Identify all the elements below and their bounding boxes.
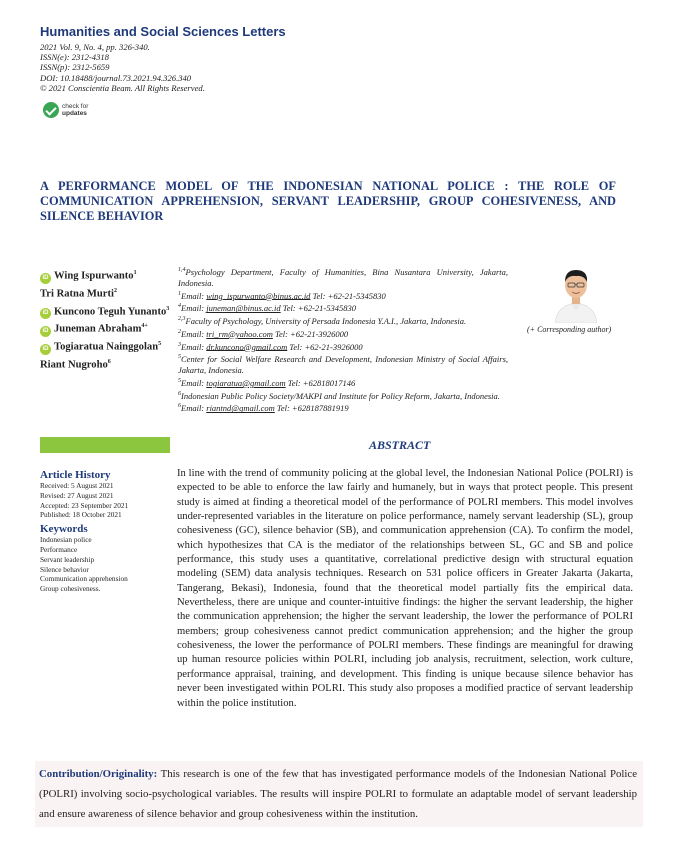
keyword: Group cohesiveness. — [40, 584, 101, 594]
accepted-date: Accepted: 23 September 2021 — [40, 500, 129, 510]
article-history-heading: Article History — [40, 469, 111, 481]
keyword: Indonesian police — [40, 535, 92, 545]
crossmark-line1: check for — [62, 103, 89, 110]
email-link[interactable]: dr.kuncono@gmail.com — [206, 341, 288, 352]
keywords-heading: Keywords — [40, 523, 88, 536]
section-divider-bar — [40, 437, 170, 453]
email-line-6: $^6$Email: riantnd@gmail.com Tel: +628187881919 — [178, 403, 349, 414]
author-2: Tri Ratna Murti$^2$ — [40, 287, 117, 300]
affiliation-1: $^{1,4}$Psychology Department, Faculty of Humanities, Bina Nusantara University, Jakarta, Indonesia. — [178, 266, 508, 288]
check-for-updates-badge[interactable] — [43, 102, 88, 118]
revised-date: Revised: 27 August 2021 — [40, 490, 114, 500]
orcid-icon[interactable]: iD — [40, 273, 51, 284]
published-date: Published: 18 October 2021 — [40, 510, 122, 520]
author-3: iD Kuncono Teguh Yunanto$^3$ — [40, 302, 175, 320]
author-name: Juneman Abraham — [54, 324, 142, 336]
orcid-icon[interactable]: iD — [40, 308, 51, 319]
author-4: iD Juneman Abraham$^{4+}$ — [40, 319, 175, 337]
copyright: © 2021 Conscientia Beam. All Rights Reserved. — [40, 82, 205, 93]
contribution-text: This research is one of the few that has investigated performance models of the Indonesian National Police (POLRI) involving socio-psychological variables. The results will inspire POLRI to formulate an adaptable model of servant leadership and ensure awareness of silence behavior and group cohesiveness within the institution. — [39, 768, 637, 820]
issn-e: ISSN(e): 2312-4318 — [40, 52, 109, 63]
abstract-text: In line with the trend of community policing at the global level, the Indonesian National Police (POLRI) is expected to be able to enforce the law fairly and humanely, but in ways that protect people. This present study is aimed at finding a theoretical model of the performance of POLRI members. This model involves under-represented variables in the literature on police performance, namely servant leadership (SL), group cohesiveness (GC), silence behavior (SB), and communication apprehension (CA). To confirm the model, which hypothesizes that CA is the mediator of the relationships between SL, GC and SB and police performance, this study uses a quantitative, correlational predictive design with structural equation modeling (SEM) data analysis techniques. Research on 531 police officers in Greater Jakarta (Jakarta, Tangerang, Bekasi), Indonesia, found that the theoretical model partially fits the empirical data. Nevertheless, there are unique and counter-intuitive findings: the higher the servant leadership, the higher the communication apprehension; the higher the servant leadership, the lower the performance of POLRI members; group cohesiveness cannot predict communication apprehension; and the higher the group cohesiveness, the lower the performance of POLRI members. These findings are meaningful for drawing up human resource policies within POLRI, including job analysis, recruitment, selection, work culture, performance appraisal, training, and development. This finding is unique because silence behavior has never been investigated within POLRI. This study also proposes a modified practice of servant leadership within the police institution. — [177, 468, 633, 709]
email-link[interactable]: juneman@binus.ac.id — [206, 303, 281, 314]
keyword: Silence behavior — [40, 564, 89, 574]
article-info-sidebar — [40, 469, 170, 594]
email-link[interactable]: tri_rm@yahoo.com — [206, 328, 273, 339]
email-line-5: $^5$Email: togiaratua@gmail.com Tel: +62818017146 — [178, 377, 356, 388]
corresponding-author-photo — [551, 265, 601, 323]
received-date: Received: 5 August 2021 — [40, 481, 114, 490]
affiliation-2: $^{2,3}$Faculty of Psychology, University of Persada Indonesia Y.A.I., Jakarta, Indonesia. — [178, 315, 467, 326]
contribution-originality — [35, 761, 643, 827]
keyword: Communication apprehension — [40, 574, 128, 584]
journal-name: Humanities and Social Sciences Letters — [40, 24, 286, 39]
keyword: Performance — [40, 544, 78, 554]
author-5: iD Togiaratua Nainggolan$^5$ — [40, 337, 175, 355]
corresponding-author-note: (+ Corresponding author) — [527, 325, 612, 334]
paper-title: A PERFORMANCE MODEL OF THE INDONESIAN NATIONAL POLICE : THE ROLE OF COMMUNICATION APPREHENSION, SERVANT LEADERSHIP, GROUP COHESIVENESS, AND SILENCE BEHAVIOR — [40, 179, 616, 224]
affiliations — [178, 265, 508, 414]
author-6: Riant Nugroho$^6$ — [40, 359, 111, 371]
author-name: Tri Ratna Murti — [40, 288, 114, 300]
author-1: iD Wing Ispurwanto$^1$ — [40, 266, 175, 284]
email-line-4: $^4$Email: juneman@binus.ac.id Tel: +62-21-5345830 — [178, 303, 356, 314]
email-link[interactable]: wing_ispurwanto@binus.ac.id — [206, 290, 311, 301]
author-name: Wing Ispurwanto — [54, 270, 134, 282]
author-name: Kuncono Teguh Yunanto — [54, 306, 167, 318]
abstract-heading: ABSTRACT — [369, 438, 431, 452]
email-line-3: $^3$Email: dr.kuncono@gmail.com Tel: +62-21-3926000 — [178, 341, 363, 352]
author-list — [40, 266, 175, 373]
email-link[interactable]: togiaratua@gmail.com — [206, 377, 286, 388]
email-line-2: $^2$Email: tri_rm@yahoo.com Tel: +62-21-3926000 — [178, 328, 349, 339]
crossmark-line2: updates — [62, 110, 87, 117]
journal-metadata — [40, 42, 205, 93]
volume-line: 2021 Vol. 9, No. 4, pp. 326-340. — [40, 42, 150, 52]
affiliation-6: $^6$Indonesian Public Policy Society/MAKPI and Institute for Policy Reform, Jakarta, Indonesia. — [178, 390, 500, 401]
check-icon — [43, 102, 59, 118]
affiliation-5: $^5$Center for Social Welfare Research and Development, Indonesian Ministry of Social Affairs, Jakarta, Indonesia. — [178, 354, 508, 376]
email-line-1: $^1$Email: wing_ispurwanto@binus.ac.id Tel: +62-21-5345830 — [178, 290, 386, 301]
orcid-icon[interactable]: iD — [40, 344, 51, 355]
doi[interactable]: DOI: 10.18488/journal.73.2021.94.326.340 — [40, 72, 192, 83]
orcid-icon[interactable]: iD — [40, 326, 51, 337]
issn-p: ISSN(p): 2312-5659 — [40, 62, 110, 73]
email-link[interactable]: riantnd@gmail.com — [206, 403, 275, 414]
contribution-label: Contribution/Originality: — [39, 768, 158, 780]
author-name: Riant Nugroho — [40, 359, 108, 371]
author-name: Togiaratua Nainggolan — [54, 341, 159, 353]
keyword: Servant leadership — [40, 554, 95, 564]
